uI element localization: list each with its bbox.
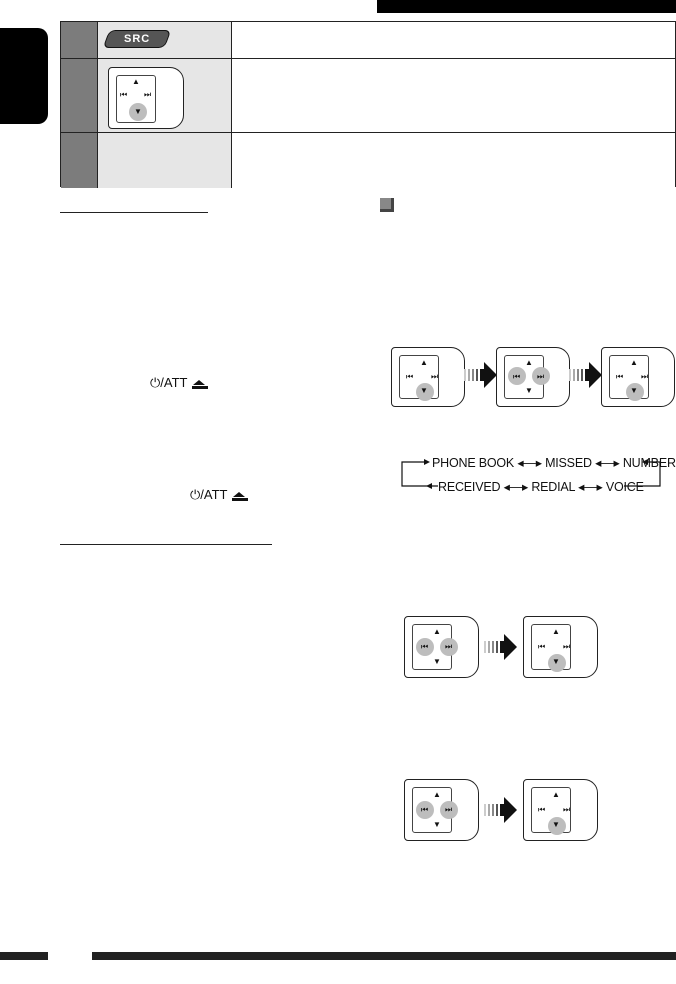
control-dial-icon: ▲ ⏮ ⏭ ▼	[391, 347, 465, 407]
flow-arrow-icon	[569, 360, 603, 390]
flow-arrow-icon	[464, 360, 498, 390]
control-dial-icon: ▲ ⏮ ⏭ ▼	[496, 347, 570, 407]
power-att-label	[150, 375, 209, 391]
down-arrow-icon: ▼	[134, 107, 142, 116]
control-dial-icon: ▲ ⏮ ⏭ ▼	[601, 347, 675, 407]
up-arrow-icon: ▲	[132, 77, 140, 86]
next-icon: ⏭	[144, 90, 152, 99]
section-bullet-icon	[380, 198, 394, 212]
description-cell	[232, 133, 675, 188]
step-cell	[61, 59, 98, 132]
table-row	[61, 59, 675, 133]
control-dial-icon: ▲ ⏮ ⏭ ▼	[404, 616, 479, 678]
src-button[interactable]	[103, 30, 172, 48]
eject-icon	[231, 491, 249, 501]
src-button-label: SRC	[123, 33, 151, 45]
section-heading-underline	[60, 544, 272, 545]
menu-item-number: NUMBER	[622, 456, 676, 470]
menu-item-received: RECEIVED	[438, 480, 501, 494]
menu-cycle-row-2: RECEIVED ◂—▸ REDIAL ◂—▸ VOICE	[438, 480, 644, 494]
control-dial-icon: ▲ ⏮ ⏭ ▼	[404, 779, 479, 841]
menu-item-voice: VOICE	[605, 480, 644, 494]
prev-icon: ⏮	[120, 90, 128, 99]
description-cell	[232, 22, 675, 58]
table-row	[61, 133, 675, 188]
menu-item-phone-book: PHONE BOOK	[432, 456, 515, 470]
language-tab	[0, 28, 48, 124]
menu-cycle-row-1: PHONE BOOK ◂—▸ MISSED ◂—▸ NUMBER	[432, 456, 676, 470]
flow-arrow-icon	[484, 632, 518, 662]
table-row	[61, 22, 675, 59]
flow-arrow-icon	[484, 795, 518, 825]
control-dial-icon: ▲ ⏮ ⏭ ▼	[523, 616, 598, 678]
button-cell	[98, 22, 232, 58]
step-cell	[61, 133, 98, 188]
description-cell	[232, 59, 675, 132]
footer-bar-left	[0, 952, 48, 960]
power-att-text: ⏻/ATT	[150, 375, 188, 390]
button-cell	[98, 59, 232, 132]
button-cell	[98, 133, 232, 188]
step-cell	[61, 22, 98, 58]
power-att-label	[190, 487, 249, 503]
footer-bar-right	[92, 952, 676, 960]
menu-item-missed: MISSED	[545, 456, 592, 470]
header-bar	[377, 0, 676, 13]
section-heading-underline	[60, 212, 208, 213]
control-dial-icon: ▲ ⏮ ⏭ ▼	[523, 779, 598, 841]
menu-item-redial: REDIAL	[531, 480, 575, 494]
control-table	[60, 21, 676, 187]
control-dial-icon[interactable]	[108, 67, 184, 129]
power-att-text: ⏻/ATT	[190, 487, 228, 502]
eject-icon	[191, 379, 209, 389]
